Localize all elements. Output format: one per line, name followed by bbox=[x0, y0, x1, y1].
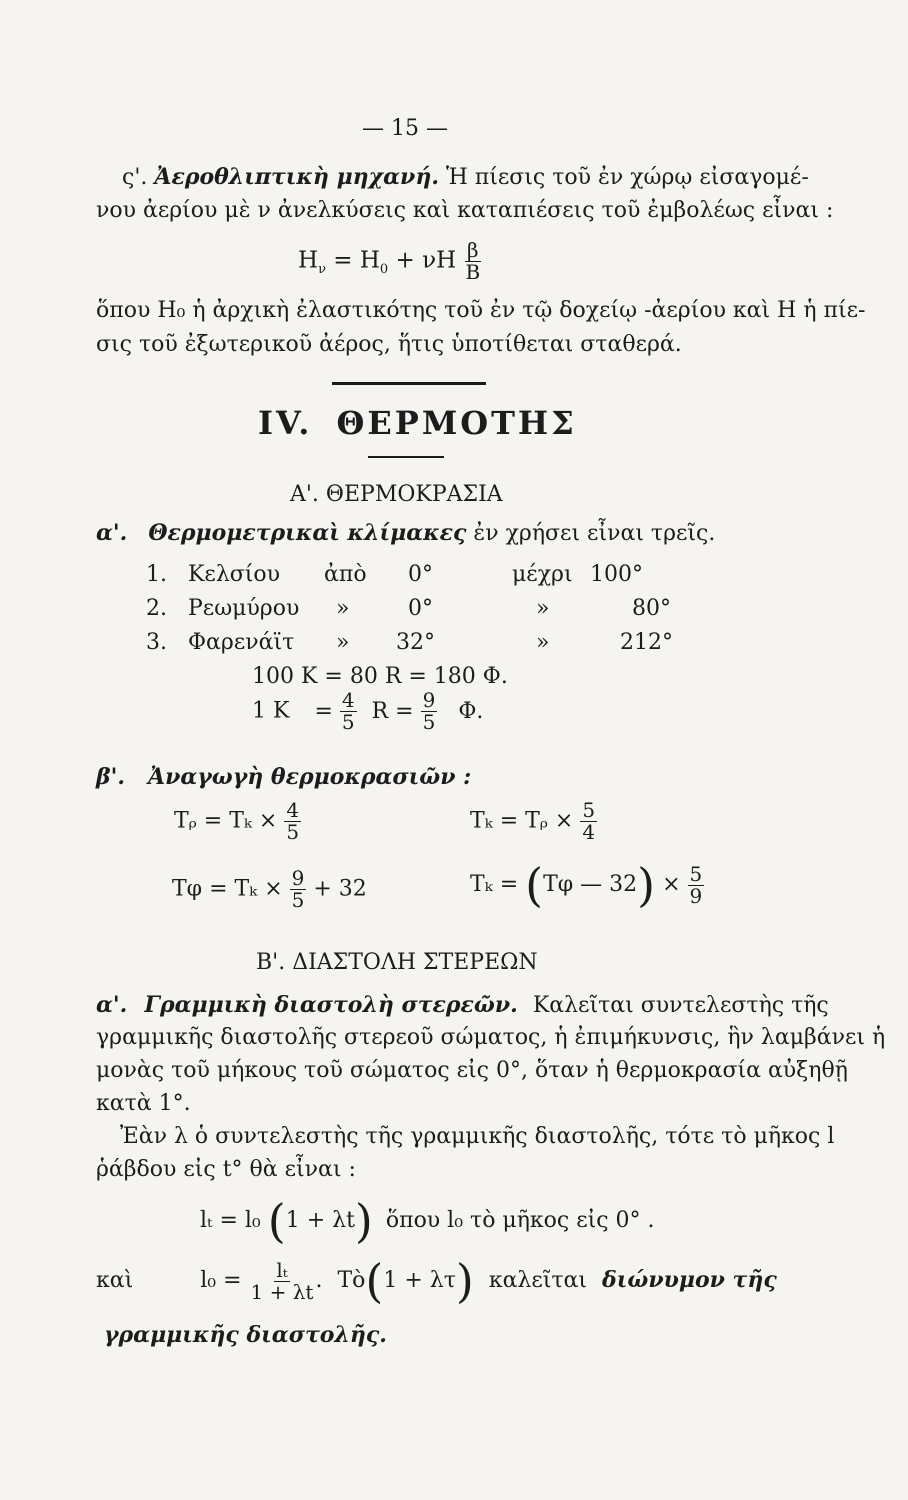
text-line: α'. Γραμμικὴ διαστολὴ στερεῶν. Καλεῖται συντελεστὴς τῆς bbox=[96, 992, 829, 1018]
text-line: γραμμικῆς διαστολῆς στερεοῦ σώματος, ἡ ἐπιμήκυνσις, ἣν λαμβάνει ἡ bbox=[96, 1025, 886, 1050]
text-line: μονὰς τοῦ μήκους τοῦ σώματος εἰς 0°, ὅταν ἡ θερμοκρασία αὐξηθῇ bbox=[96, 1058, 848, 1083]
text-line: νου ἀερίου μὲ ν ἀνελκύσεις καὶ καταπιέσεις τοῦ ἐμβολέως εἶναι : bbox=[96, 198, 834, 223]
fraction: $\frac{9}{5}$ bbox=[291, 866, 305, 912]
text-line: Ἐὰν λ ὁ συντελεστὴς τῆς γραμμικῆς διαστολῆς, τότε τὸ μῆκος l bbox=[120, 1124, 835, 1149]
conversion-formula: Tₖ = (Tφ — 32) × $\frac{5}{9}$ bbox=[470, 858, 703, 912]
table-cell: 0° bbox=[408, 562, 433, 587]
left-paren: ( bbox=[365, 1254, 384, 1308]
subsection-a: α'. Θερμομετρικαὶ κλίμακες ἐν χρήσει εἶναι τρεῖς. bbox=[96, 520, 716, 546]
table-cell: Κελσίου bbox=[188, 562, 281, 587]
length-formula: lₜ = l₀ (1 + λt) ὅπου l₀ τὸ μῆκος εἰς 0° . bbox=[200, 1194, 655, 1248]
fraction: $\frac{\beta}{B}$ bbox=[465, 238, 481, 284]
fraction: $\frac{4}{5}$ bbox=[341, 688, 355, 734]
table-cell: μέχρι bbox=[512, 562, 573, 587]
left-paren: ( bbox=[525, 858, 544, 912]
table-cell: 3. bbox=[146, 630, 167, 655]
page-number: — 15 — bbox=[362, 116, 448, 141]
fraction: $\frac{\text{lₜ}}{1 + \lambda t}$ bbox=[250, 1257, 314, 1304]
subsection-b: β'. Ἀναγωγὴ θερμοκρασιῶν : bbox=[96, 764, 472, 790]
chapter-heading: IV. ΘΕΡΜΟΤΗΣ bbox=[258, 404, 577, 442]
section-label: ς'. bbox=[122, 165, 148, 190]
fraction: $\frac{5}{9}$ bbox=[689, 861, 703, 908]
fraction: $\frac{5}{4}$ bbox=[582, 798, 596, 844]
initial-length-formula: καὶ l₀ = $\frac{\text{lₜ}}{1 + \lambda t}$ . Τὸ(1 + λτ) καλεῖται διώνυμον τῆς bbox=[96, 1254, 777, 1308]
table-cell: 212° bbox=[620, 630, 673, 655]
section-text: Ἡ πίεσις τοῦ ἐν χώρῳ εἰσαγομέ- bbox=[445, 165, 809, 190]
part-b-heading: Β'. ΔΙΑΣΤΟΛΗ ΣΤΕΡΕΩΝ bbox=[256, 950, 538, 975]
table-cell: 32° bbox=[396, 630, 435, 655]
equivalence-1: 100 K = 80 R = 180 Φ. bbox=[252, 664, 508, 689]
text-line: σις τοῦ ἐξωτερικοῦ ἀέρος, ἥτις ὑποτίθεται σταθερά. bbox=[96, 332, 682, 357]
table-cell: 1. bbox=[146, 562, 167, 587]
table-cell: 100° bbox=[590, 562, 643, 587]
part-a-heading: Α'. ΘΕΡΜΟΚΡΑΣΙΑ bbox=[290, 482, 503, 507]
fraction: $\frac{4}{5}$ bbox=[286, 798, 300, 844]
table-cell: 0° bbox=[408, 596, 433, 621]
conversion-formula: Tᵨ = Tₖ × $\frac{4}{5}$ bbox=[174, 798, 300, 844]
table-cell: » bbox=[536, 596, 550, 621]
table-cell: » bbox=[336, 630, 350, 655]
left-paren: ( bbox=[267, 1194, 286, 1248]
pressure-formula: $H_\nu = H_0 + \nu H$ $\frac{\beta}{B}$ bbox=[298, 238, 481, 284]
divider bbox=[368, 456, 444, 458]
text-line: ὅπου H₀ ἡ ἀρχικὴ ἐλαστικότης τοῦ ἐν τῷ δοχείῳ -ἀερίου καὶ H ἡ πίε- bbox=[96, 298, 866, 323]
divider bbox=[332, 382, 486, 385]
text-line: ῥάβδου εἰς t° θὰ εἶναι : bbox=[96, 1157, 356, 1182]
conversion-formula: Tₖ = Tᵨ × $\frac{5}{4}$ bbox=[470, 798, 596, 844]
right-paren: ) bbox=[637, 858, 656, 912]
conversion-formula: Tφ = Tₖ × $\frac{9}{5}$ + 32 bbox=[172, 866, 367, 912]
text-line: κατὰ 1°. bbox=[96, 1091, 191, 1116]
table-cell: » bbox=[536, 630, 550, 655]
table-cell: » bbox=[336, 596, 350, 621]
table-cell: 2. bbox=[146, 596, 167, 621]
text-line: γραμμικῆς διαστολῆς. bbox=[104, 1322, 387, 1348]
right-paren: ) bbox=[455, 1254, 474, 1308]
table-cell: Ρεωμύρου bbox=[188, 596, 300, 621]
right-paren: ) bbox=[354, 1194, 373, 1248]
fraction: $\frac{9}{5}$ bbox=[422, 688, 436, 734]
table-cell: ἀπὸ bbox=[324, 562, 367, 587]
section-paragraph bbox=[122, 164, 809, 190]
section-title: Ἀεροθλιπτικὴ μηχανή. bbox=[154, 164, 439, 190]
table-cell: 80° bbox=[632, 596, 671, 621]
table-cell: Φαρενάϊτ bbox=[188, 630, 295, 655]
equivalence-2: 1 K = $\frac{4}{5}$ R = $\frac{9}{5}$ Φ. bbox=[252, 688, 484, 734]
